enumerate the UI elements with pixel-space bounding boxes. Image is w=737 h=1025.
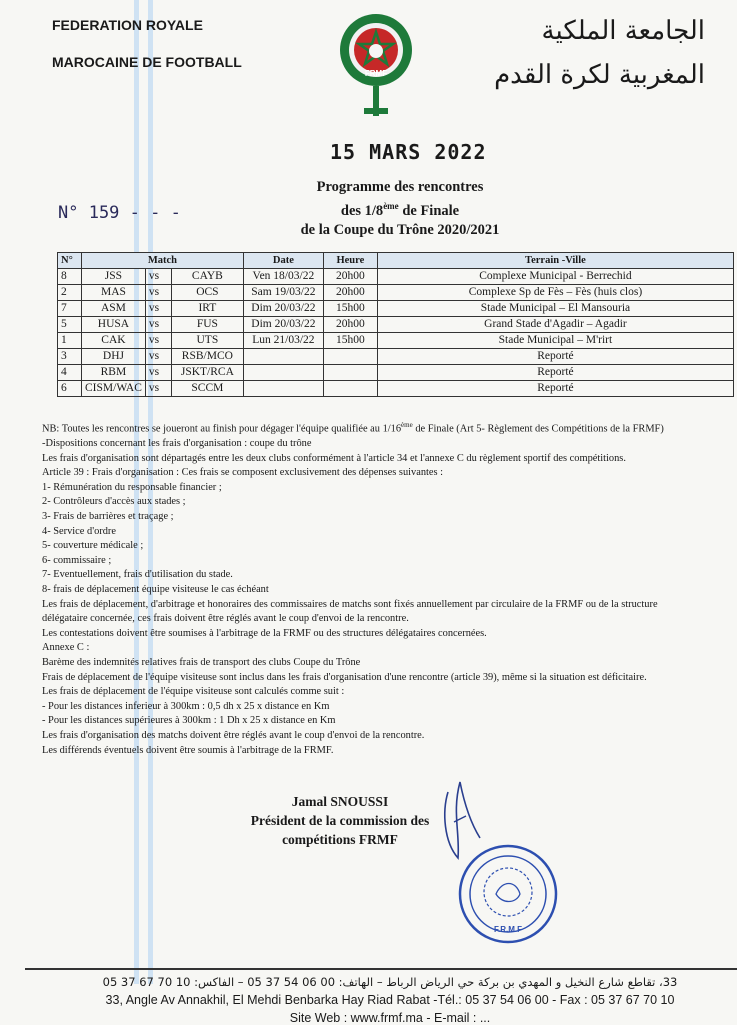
away-team: FUS — [171, 317, 243, 333]
note-line: 3- Frais de barrières et traçage ; — [42, 511, 174, 523]
table-row — [58, 285, 734, 301]
venue-city: Reporté — [377, 349, 733, 365]
away-team: UTS — [171, 333, 243, 349]
note-line: 1- Rémunération du responsable financier ; — [42, 481, 222, 493]
note-line: Les contestations doivent être soumises à l'arbitrage de la FRMF ou des structures délégataires concernées. — [42, 627, 487, 639]
row-number: 6 — [58, 381, 82, 397]
federation-name-line2: MAROCAINE DE FOOTBALL — [52, 54, 242, 70]
venue-city: Stade Municipal – M'rirt — [377, 333, 733, 349]
vs-label: vs — [145, 317, 171, 333]
row-number: 7 — [58, 301, 82, 317]
row-number: 3 — [58, 349, 82, 365]
match-date: Dim 20/03/22 — [243, 317, 323, 333]
nb-superscript: ème — [401, 421, 413, 429]
match-time: 15h00 — [323, 301, 377, 317]
away-team: JSKT/RCA — [171, 365, 243, 381]
vs-label: vs — [145, 381, 171, 397]
match-time: 20h00 — [323, 269, 377, 285]
reference-number: N° 159 - - - — [58, 203, 181, 223]
header-heure: Heure — [323, 253, 377, 269]
arabic-header-line2: المغربية لكرة القدم — [494, 60, 705, 90]
table-row — [58, 333, 734, 349]
table-row — [58, 349, 734, 365]
vs-label: vs — [145, 301, 171, 317]
match-time: 20h00 — [323, 285, 377, 301]
match-date: Ven 18/03/22 — [243, 269, 323, 285]
title-line2-post: de Finale — [398, 202, 460, 219]
row-number: 5 — [58, 317, 82, 333]
row-number: 1 — [58, 333, 82, 349]
away-team: SCCM — [171, 381, 243, 397]
signatory-role-line2: compétitions FRMF — [282, 832, 398, 847]
date-stamp: 15 MARS 2022 — [330, 140, 487, 164]
note-line: Les frais d'organisation sont départagés entre les deux clubs conformément à l'article 34 et l'annexe C du règlement sportif des compétitions. — [42, 452, 626, 464]
table-row — [58, 301, 734, 317]
note-line: 7- Eventuellement, frais d'utilisation du stade. — [42, 569, 233, 581]
footer-divider — [25, 968, 737, 970]
frmf-crest-logo — [336, 8, 416, 118]
vs-label: vs — [145, 349, 171, 365]
signature-block — [235, 792, 445, 849]
venue-city: Stade Municipal – El Mansouria — [377, 301, 733, 317]
venue-city: Grand Stade d'Agadir – Agadir — [377, 317, 733, 333]
title-line1: Programme des rencontres — [316, 179, 484, 195]
match-date — [243, 365, 323, 381]
match-time: 20h00 — [323, 317, 377, 333]
table-row — [58, 269, 734, 285]
table-row — [58, 365, 734, 381]
note-line: Les frais de déplacement, d'arbitrage et honoraires des commissaires de matchs sont fixés annuellement par circulaire de la FRMF ou de la structure — [42, 598, 658, 610]
note-line: Article 39 : Frais d'organisation : Ces frais se composent exclusivement des dépenses suivantes : — [42, 467, 444, 479]
note-line: délégataire concernée, ces frais doivent être réglés avant le coup d'envoi de la rencontre. — [42, 613, 409, 625]
home-team: HUSA — [82, 317, 146, 333]
match-date: Sam 19/03/22 — [243, 285, 323, 301]
federation-name-line1: FEDERATION ROYALE — [52, 17, 203, 33]
title-line2-pre: des 1/8 — [340, 202, 384, 219]
vs-label: vs — [145, 333, 171, 349]
match-time — [323, 365, 377, 381]
note-line: Frais de déplacement de l'équipe visiteuse sont inclus dans les frais d'organisation d'une rencontre (article 39), même si la situation est déficitaire. — [42, 671, 647, 683]
signatory-name: Jamal SNOUSSI — [291, 794, 389, 809]
venue-city: Reporté — [377, 381, 733, 397]
note-line: 8- frais de déplacement équipe visiteuse le cas échéant — [42, 584, 269, 595]
vs-label: vs — [145, 285, 171, 301]
note-line: Les différends éventuels doivent être soumis à l'arbitrage de la FRMF. — [42, 744, 334, 756]
note-line: 2- Contrôleurs d'accès aux stades ; — [42, 496, 186, 508]
vs-label: vs — [145, 269, 171, 285]
signatory-role-line1: Président de la commission des — [250, 813, 430, 828]
schedule-table — [57, 252, 734, 397]
note-line: 6- commissaire ; — [42, 554, 112, 566]
home-team: MAS — [82, 285, 146, 301]
match-time — [323, 349, 377, 365]
venue-city: Reporté — [377, 365, 733, 381]
match-time: 15h00 — [323, 333, 377, 349]
header-no: N° — [58, 253, 82, 269]
footer-french-address: 33, Angle Av Annakhil, El Mehdi Benbarka Hay Riad Rabat -Tél.: 05 37 54 06 00 - Fax : 05 37 67 70 10 — [105, 993, 675, 1007]
title-line2 — [240, 197, 560, 221]
note-line: - Pour les distances inferieur à 300km : 0,5 dh x 25 x distance en Km — [42, 700, 330, 712]
nb-text-end: de Finale (Art 5- Règlement des Compétitions de la FRMF) — [412, 423, 664, 435]
match-date: Lun 21/03/22 — [243, 333, 323, 349]
seal-text: F.R.M.F — [494, 925, 522, 934]
header-date: Date — [243, 253, 323, 269]
note-line: - Pour les distances supérieures à 300km : 1 Dh x 25 x distance en Km — [42, 715, 336, 727]
away-team: RSB/MCO — [171, 349, 243, 365]
match-time — [323, 381, 377, 397]
note-line: 4- Service d'ordre — [42, 525, 116, 537]
home-team: DHJ — [82, 349, 146, 365]
table-row — [58, 317, 734, 333]
notes-section — [42, 418, 732, 758]
footer-arabic-address: 33، تقاطع شارع النخيل و المهدي بن بركة حي الرياض الرباط – الهاتف: 00 06 54 37 05 – الفاكس: 10 70 67 37 05 — [102, 975, 678, 989]
footer-web: Site Web : www.frmf.ma - E-mail : ... — [289, 1011, 491, 1025]
row-number: 2 — [58, 285, 82, 301]
home-team: CISM/WAC — [82, 381, 146, 397]
vs-label: vs — [145, 365, 171, 381]
title-superscript: ème — [383, 201, 399, 211]
home-team: JSS — [82, 269, 146, 285]
arabic-header-line1: الجامعة الملكية — [541, 16, 705, 46]
title-line3: de la Coupe du Trône 2020/2021 — [300, 221, 500, 238]
note-line: Barème des indemnités relatives frais de transport des clubs Coupe du Trône — [42, 656, 361, 668]
match-date — [243, 349, 323, 365]
table-header-row — [58, 253, 734, 269]
nb-text: NB: Toutes les rencontres se joueront au finish pour dégager l'équipe qualifiée au 1/16 — [42, 423, 402, 435]
row-number: 4 — [58, 365, 82, 381]
logo-text: FRMF — [364, 69, 388, 78]
note-line: Les frais d'organisation des matchs doivent être réglés avant le coup d'envoi de la rencontre. — [42, 729, 425, 741]
note-line: 5- couverture médicale ; — [42, 540, 144, 552]
header-terrain: Terrain -Ville — [377, 253, 733, 269]
note-line: -Dispositions concernant les frais d'organisation : coupe du trône — [42, 438, 312, 450]
home-team: ASM — [82, 301, 146, 317]
header-match: Match — [82, 253, 244, 269]
venue-city: Complexe Municipal - Berrechid — [377, 269, 733, 285]
note-line: Les frais de déplacement de l'équipe visiteuse sont calculés comme suit : — [42, 686, 345, 698]
match-date: Dim 20/03/22 — [243, 301, 323, 317]
row-number: 8 — [58, 269, 82, 285]
match-date — [243, 381, 323, 397]
away-team: CAYB — [171, 269, 243, 285]
away-team: IRT — [171, 301, 243, 317]
table-row — [58, 381, 734, 397]
official-seal — [456, 842, 560, 946]
away-team: OCS — [171, 285, 243, 301]
home-team: RBM — [82, 365, 146, 381]
home-team: CAK — [82, 333, 146, 349]
note-line: Annexe C : — [42, 642, 90, 654]
nb-line — [42, 418, 732, 437]
document-title — [240, 178, 560, 240]
venue-city: Complexe Sp de Fès – Fès (huis clos) — [377, 285, 733, 301]
